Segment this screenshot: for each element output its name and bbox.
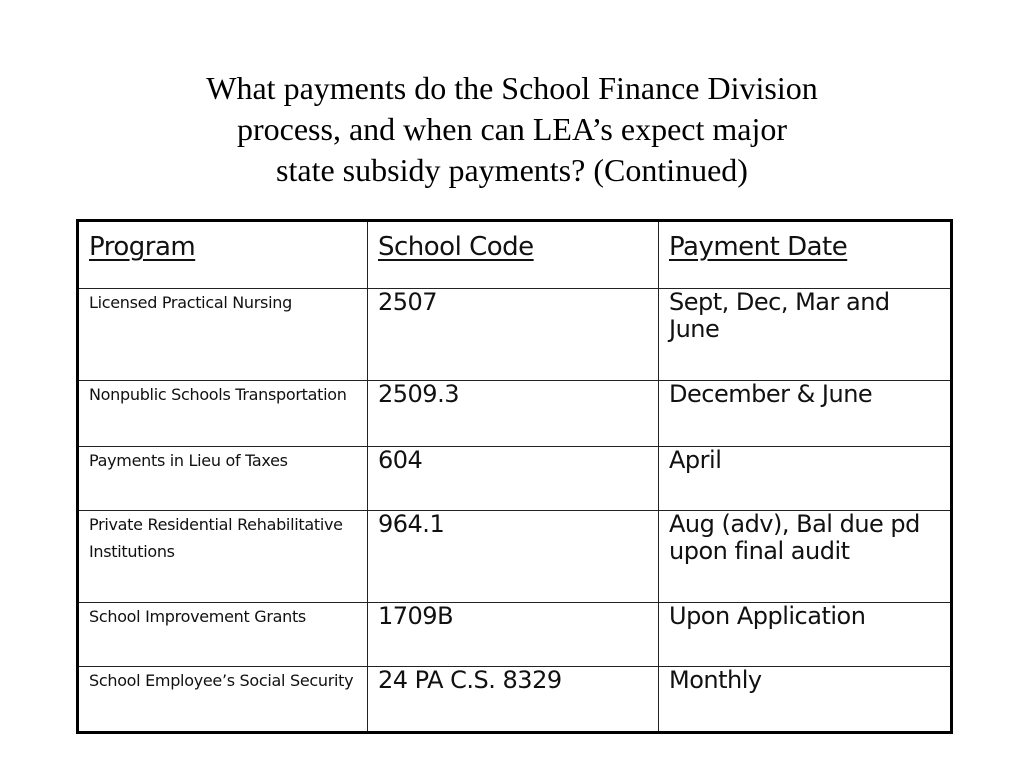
title-line-3: state subsidy payments? (Continued): [276, 152, 748, 188]
table-row: [78, 603, 952, 667]
school-code-cell: 964.1: [368, 511, 659, 603]
table-row: [78, 667, 952, 733]
payment-date-cell: Upon Application: [659, 603, 952, 667]
program-cell: Nonpublic Schools Transportation: [78, 381, 368, 447]
table-row: [78, 447, 952, 511]
table-header-row: [78, 221, 952, 289]
payment-date-cell: December & June: [659, 381, 952, 447]
table-row: [78, 289, 952, 381]
title-line-2: process, and when can LEA’s expect major: [236, 111, 788, 147]
program-cell: Private Residential Rehabilitative Institutions: [78, 511, 368, 603]
program-cell: School Improvement Grants: [78, 603, 368, 667]
school-code-cell: 24 PA C.S. 8329: [368, 667, 659, 733]
table-row: [78, 511, 952, 603]
header-program: Program: [78, 221, 368, 289]
payment-date-cell: Monthly: [659, 667, 952, 733]
header-payment-date: Payment Date: [659, 221, 952, 289]
table-row: [78, 381, 952, 447]
title-line-1: What payments do the School Finance Division: [206, 70, 818, 106]
school-code-cell: 604: [368, 447, 659, 511]
school-code-cell: 1709B: [368, 603, 659, 667]
school-code-cell: 2509.3: [368, 381, 659, 447]
header-school-code: School Code: [368, 221, 659, 289]
program-cell: School Employee’s Social Security: [78, 667, 368, 733]
payment-date-cell: Sept, Dec, Mar and June: [659, 289, 952, 381]
slide-title: [0, 68, 1024, 191]
school-code-cell: 2507: [368, 289, 659, 381]
payment-date-cell: Aug (adv), Bal due pd upon final audit: [659, 511, 952, 603]
program-cell: Licensed Practical Nursing: [78, 289, 368, 381]
payment-date-cell: April: [659, 447, 952, 511]
program-cell: Payments in Lieu of Taxes: [78, 447, 368, 511]
payments-table: [76, 219, 953, 734]
